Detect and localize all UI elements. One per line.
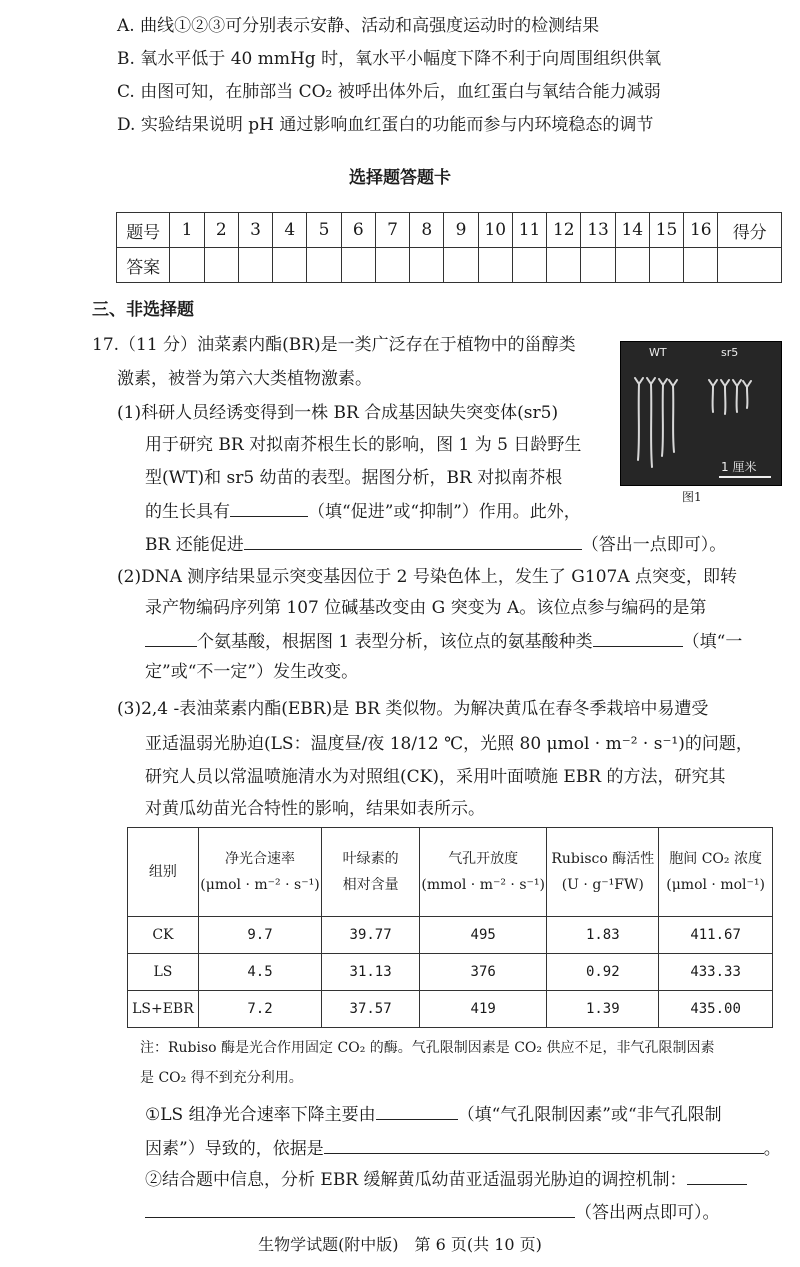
table-row xyxy=(128,991,773,1028)
cell-value: 4.5 xyxy=(198,954,321,991)
q17-part1-line4 xyxy=(145,498,581,524)
question-number: 7 xyxy=(375,213,409,248)
q17-part1-line4-text: 的生长具有 xyxy=(145,502,230,522)
header-unit: (μmol · m⁻² · s⁻¹) xyxy=(200,877,320,893)
q17-part1-line5 xyxy=(145,531,726,557)
score-header: 得分 xyxy=(718,213,782,248)
q17-sub1-line1-suffix: （填“气孔限制因素”或“非气孔限制 xyxy=(457,1105,722,1125)
header-line: 叶绿素的 xyxy=(342,851,399,867)
score-cell[interactable] xyxy=(718,248,782,283)
answer-card-number-row xyxy=(117,213,782,248)
q17-part2-line3-text: 个氨基酸，根据图 1 表型分析，该位点的氨基酸种类 xyxy=(197,632,593,652)
q17-part2-line1: (2)DNA 测序结果显示突变基因位于 2 号染色体上，发生了 G107A 点突变，即转 xyxy=(117,567,738,587)
table-row xyxy=(128,954,773,991)
answer-card-title: 选择题答题卡 xyxy=(349,168,451,188)
header-line: 气孔开放度 xyxy=(448,851,519,867)
q17-sub1-line2 xyxy=(145,1135,781,1161)
answer-blank-promote-inhibit[interactable] xyxy=(230,498,308,517)
answer-cell[interactable] xyxy=(170,248,204,283)
answer-cell[interactable] xyxy=(581,248,615,283)
cell-value: 9.7 xyxy=(198,917,321,954)
q17-sub1-line2-text: 因素”）导致的，依据是 xyxy=(145,1139,324,1159)
sr5-label: sr5 xyxy=(721,346,739,359)
q17-part2-line3-suffix: （填“一 xyxy=(682,632,743,652)
cell-value: 0.92 xyxy=(547,954,659,991)
answer-blank-limiting-factor[interactable] xyxy=(376,1101,458,1120)
answer-blank-br-function[interactable] xyxy=(244,531,582,550)
q17-sub1-line1 xyxy=(145,1101,722,1127)
q17-part2-line2: 录产物编码序列第 107 位碱基改变由 G 突变为 A。该位点参与编码的是第 xyxy=(145,598,707,618)
header-line: 胞间 CO₂ 浓度 xyxy=(669,851,762,867)
answer-blank-mechanism-start[interactable] xyxy=(687,1166,747,1185)
table-note-line1: 注：Rubiso 酶是光合作用固定 CO₂ 的酶。气孔限制因素是 CO₂ 供应不足，非气孔限制因素 xyxy=(140,1040,715,1056)
question-number: 3 xyxy=(238,213,272,248)
cell-value: 419 xyxy=(420,991,547,1028)
question-number: 15 xyxy=(649,213,683,248)
header-intercellular-co2 xyxy=(659,828,773,917)
cell-value: 495 xyxy=(420,917,547,954)
question-number: 6 xyxy=(341,213,375,248)
q17-part1-line2: 用于研究 BR 对拟南芥根生长的影响，图 1 为 5 日龄野生 xyxy=(145,435,582,455)
cell-value: 433.33 xyxy=(659,954,773,991)
q17-part2-line3 xyxy=(145,628,742,654)
q17-part1-line3: 型(WT)和 sr5 幼苗的表型。据图分析，BR 对拟南芥根 xyxy=(145,468,563,488)
cell-value: 39.77 xyxy=(322,917,420,954)
header-rubisco-activity xyxy=(547,828,659,917)
q17-sub2-line1-text: ②结合题中信息，分析 EBR 缓解黄瓜幼苗亚适温弱光胁迫的调控机制： xyxy=(145,1170,687,1190)
option-a: A. 曲线①②③可分别表示安静、活动和高强度运动时的检测结果 xyxy=(117,16,600,36)
q17-part1-line5-text: BR 还能促进 xyxy=(145,535,244,555)
question-number: 8 xyxy=(410,213,444,248)
option-c: C. 由图可知，在肺部当 CO₂ 被呼出体外后，血红蛋白与氧结合能力减弱 xyxy=(117,82,661,102)
cell-value: 7.2 xyxy=(198,991,321,1028)
answer-cell[interactable] xyxy=(375,248,409,283)
q17-intro-line2: 激素，被誉为第六大类植物激素。 xyxy=(117,369,372,389)
question-number: 9 xyxy=(444,213,478,248)
cell-group: LS+EBR xyxy=(128,991,199,1028)
answer-cell[interactable] xyxy=(273,248,307,283)
option-d: D. 实验结果说明 pH 通过影响血红蛋白的功能而参与内环境稳态的调节 xyxy=(117,115,654,135)
header-unit: (U · g⁻¹FW) xyxy=(561,877,644,893)
answer-card-answer-row xyxy=(117,248,782,283)
q17-part1-line1: (1)科研人员经诱变得到一株 BR 合成基因缺失突变体(sr5) xyxy=(117,403,559,423)
answer-cell[interactable] xyxy=(341,248,375,283)
question-number: 1 xyxy=(170,213,204,248)
cell-value: 37.57 xyxy=(322,991,420,1028)
q17-part3-line3: 研究人员以常温喷施清水为对照组(CK)，采用叶面喷施 EBR 的方法，研究其 xyxy=(145,767,726,787)
q17-sub2-line2 xyxy=(145,1199,720,1225)
cell-value: 31.13 xyxy=(322,954,420,991)
section-heading: 三、非选择题 xyxy=(92,300,194,320)
header-unit: (μmol · mol⁻¹) xyxy=(666,877,765,893)
wt-seedling-1-root xyxy=(638,384,639,460)
q17-part1-line5-suffix: （答出一点即可）。 xyxy=(581,535,727,555)
header-stomatal-opening xyxy=(420,828,547,917)
figure-1-caption: 图1 xyxy=(682,490,702,504)
q17-sub1-line1-text: ①LS 组净光合速率下降主要由 xyxy=(145,1105,376,1125)
cell-group: LS xyxy=(128,954,199,991)
results-table-header xyxy=(128,828,773,917)
table-row xyxy=(128,917,773,954)
header-unit: (mmol · m⁻² · s⁻¹) xyxy=(421,877,545,893)
question-number: 2 xyxy=(204,213,238,248)
cell-value: 1.83 xyxy=(547,917,659,954)
q17-sub1-line2-suffix: 。 xyxy=(763,1139,781,1159)
question-number: 5 xyxy=(307,213,341,248)
cell-value: 1.39 xyxy=(547,991,659,1028)
answer-card-table xyxy=(116,212,782,283)
q17-part3-line1: (3)2,4 -表油菜素内酯(EBR)是 BR 类似物。为解决黄瓜在春冬季栽培中易遭受 xyxy=(117,699,709,719)
q17-intro-line1: 17.（11 分）油菜素内酯(BR)是一类广泛存在于植物中的甾醇类 xyxy=(92,335,576,355)
question-number: 11 xyxy=(512,213,546,248)
answer-blank-amino-acid-position[interactable] xyxy=(145,628,197,647)
question-number: 14 xyxy=(615,213,649,248)
answer-cell[interactable] xyxy=(444,248,478,283)
question-number: 4 xyxy=(273,213,307,248)
answer-blank-amino-acid-change[interactable] xyxy=(593,628,683,647)
answer-cell[interactable] xyxy=(204,248,238,283)
scale-label: 1 厘米 xyxy=(721,460,757,474)
q17-sub2-line1 xyxy=(145,1166,747,1192)
header-line: Rubisco 酶活性 xyxy=(551,851,655,867)
wt-seedling-4-root xyxy=(673,386,674,452)
cell-value: 376 xyxy=(420,954,547,991)
answer-cell[interactable] xyxy=(615,248,649,283)
question-number: 16 xyxy=(684,213,718,248)
answer-cell[interactable] xyxy=(512,248,546,283)
q17-sub2-line2-suffix: （答出两点即可）。 xyxy=(575,1203,720,1223)
answer-cell[interactable] xyxy=(238,248,272,283)
page-footer: 生物学试题(附中版) 第 6 页(共 10 页) xyxy=(258,1235,542,1254)
answer-cell[interactable] xyxy=(478,248,512,283)
wt-seedling-2-root xyxy=(651,384,652,467)
cell-value: 435.00 xyxy=(659,991,773,1028)
q17-part1-line4-suffix: （填“促进”或“抑制”）作用。此外， xyxy=(308,502,581,522)
q17-part3-line4: 对黄瓜幼苗光合特性的影响，结果如表所示。 xyxy=(145,799,485,819)
header-group xyxy=(128,828,199,917)
number-header: 题号 xyxy=(117,213,170,248)
q17-part3-line2: 亚适温弱光胁迫(LS：温度昼/夜 18/12 ℃，光照 80 μmol · m⁻² · s⁻¹)的问题， xyxy=(145,734,753,754)
answer-cell[interactable] xyxy=(547,248,581,283)
header-chlorophyll xyxy=(322,828,420,917)
seedling-illustration xyxy=(621,342,781,485)
header-line: 相对含量 xyxy=(342,877,399,893)
answer-blank-mechanism[interactable] xyxy=(145,1199,575,1218)
cell-value: 411.67 xyxy=(659,917,773,954)
answer-cell[interactable] xyxy=(684,248,718,283)
wt-label: WT xyxy=(649,346,667,359)
question-number: 10 xyxy=(478,213,512,248)
question-number: 12 xyxy=(547,213,581,248)
answer-cell[interactable] xyxy=(649,248,683,283)
option-b: B. 氧水平低于 40 mmHg 时，氧水平小幅度下降不利于向周围组织供氧 xyxy=(117,49,662,69)
q17-part2-line4: 定”或“不一定”）发生改变。 xyxy=(145,662,359,682)
header-line: 净光合速率 xyxy=(224,851,295,867)
answer-header: 答案 xyxy=(117,248,170,283)
cell-group: CK xyxy=(128,917,199,954)
answer-blank-evidence[interactable] xyxy=(324,1135,764,1154)
header-net-photosynthesis xyxy=(198,828,321,917)
figure-1-seedling-photo xyxy=(620,341,782,486)
table-note-line2: 是 CO₂ 得不到充分利用。 xyxy=(140,1070,303,1086)
header-group-text: 组别 xyxy=(148,864,177,880)
answer-cell[interactable] xyxy=(410,248,444,283)
answer-cell[interactable] xyxy=(307,248,341,283)
wt-seedling-3-root xyxy=(662,385,663,456)
results-table xyxy=(127,827,773,1028)
question-number: 13 xyxy=(581,213,615,248)
